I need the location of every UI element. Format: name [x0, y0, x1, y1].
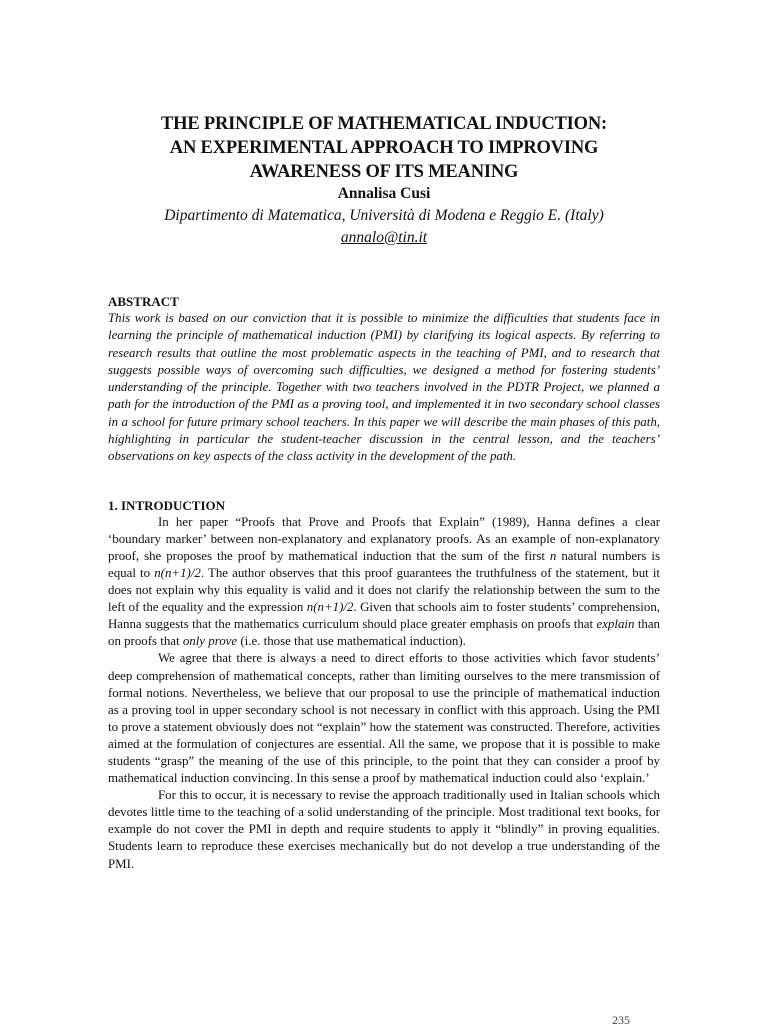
abstract-body: This work is based on our conviction that it is possible to minimize the difficulties that students face in learning the principle of mathematical induction (PMI) by clarifying its logical aspects. By referring to research results that outline the most problematic aspects in the teaching of PMI, and to research that suggests possible ways of overcoming such difficulties, we designed a method for fostering students’ understanding of the principle. Together with two teachers involved in the PDTR Project, we planned a path for the introduction of the PMI as a proving tool, and implemented it in two secondary school classes in a school for future primary school teachers. In this paper we will describe the main phases of this path, highlighting in particular the student-teacher discussion in the central lesson, and the teachers’ observations on key aspects of the class activity in the development of the path.: [108, 311, 660, 464]
variable-n: n: [549, 548, 557, 563]
formula-sum: n(n+1)/2: [306, 600, 354, 615]
intro-paragraph-2: We agree that there is always a need to direct efforts to those activities which favor students’ deep comprehension of mathematical concepts, rather than limiting ourselves to the mere transmission of formal notions. Nevertheless, we believe that our proposal to use the principle of mathematical induction as a proving tool in upper secondary school is not necessary in conflict with this approach. Using the PMI to prove a statement obviously does not “explain” how the statement was constructed. Therefore, activities aimed at the formulation of conjectures are essential. All the same, we propose that it is possible to make students “grasp” the meaning of the use of this principle, to the point that they can consider a proof by mathematical induction convincing. In this sense a proof by mathematical induction could also ‘explain.’: [108, 651, 660, 786]
intro-paragraph-3: For this to occur, it is necessary to revise the approach traditionally used in Italian schools which devotes little time to the teaching of a solid understanding of the principle. Most traditional text books, for example do not cover the PMI in depth and require students to apply it “blindly” in proving equalities. Students learn to reproduce these exercises mechanically but do not develop a true understanding of the PMI.: [108, 788, 660, 871]
formula-sum: n(n+1)/2: [154, 565, 201, 580]
page-number: 235: [612, 1013, 630, 1027]
title-line-2: AN EXPERIMENTAL APPROACH TO IMPROVING: [169, 138, 599, 158]
paper-title: [108, 112, 660, 184]
introduction-heading: 1. INTRODUCTION: [108, 497, 226, 513]
emphasis-explain: explain: [596, 617, 635, 632]
author-affiliation: Dipartimento di Matematica, Università di Modena e Reggio E. (Italy): [164, 207, 604, 224]
author-name: Annalisa Cusi: [337, 185, 431, 202]
emphasis-only-prove: only prove: [182, 634, 238, 649]
abstract-heading: ABSTRACT: [108, 294, 179, 309]
intro-paragraph-1: In her paper “Proofs that Prove and Proofs that Explain” (1989), Hanna defines a clear ‘boundary marker’ between non-explanatory and explanatory proofs. As an example of non-explanatory proof, she proposes the proof by mathematical induction that the sum of the first n natural numbers is equal to n(n+1)/2. The author observes that this proof guarantees the truthfulness of the statement, but it does not explain why this equality is valid and it does not clarify the relationship between the sum to the left of the equality and the expression n(n+1)/2. Given that schools aim to foster students’ comprehension, Hanna suggests that the mathematics curriculum should place greater emphasis on proofs that explain than on proofs that only prove (i.e. those that use mathematical induction).: [108, 514, 661, 649]
paper-page: [108, 104, 660, 873]
title-line-3: AWARENESS OF ITS MEANING: [249, 162, 519, 182]
author-email[interactable]: annalo@tin.it: [340, 229, 428, 246]
title-line-1: THE PRINCIPLE OF MATHEMATICAL INDUCTION:: [161, 114, 607, 134]
